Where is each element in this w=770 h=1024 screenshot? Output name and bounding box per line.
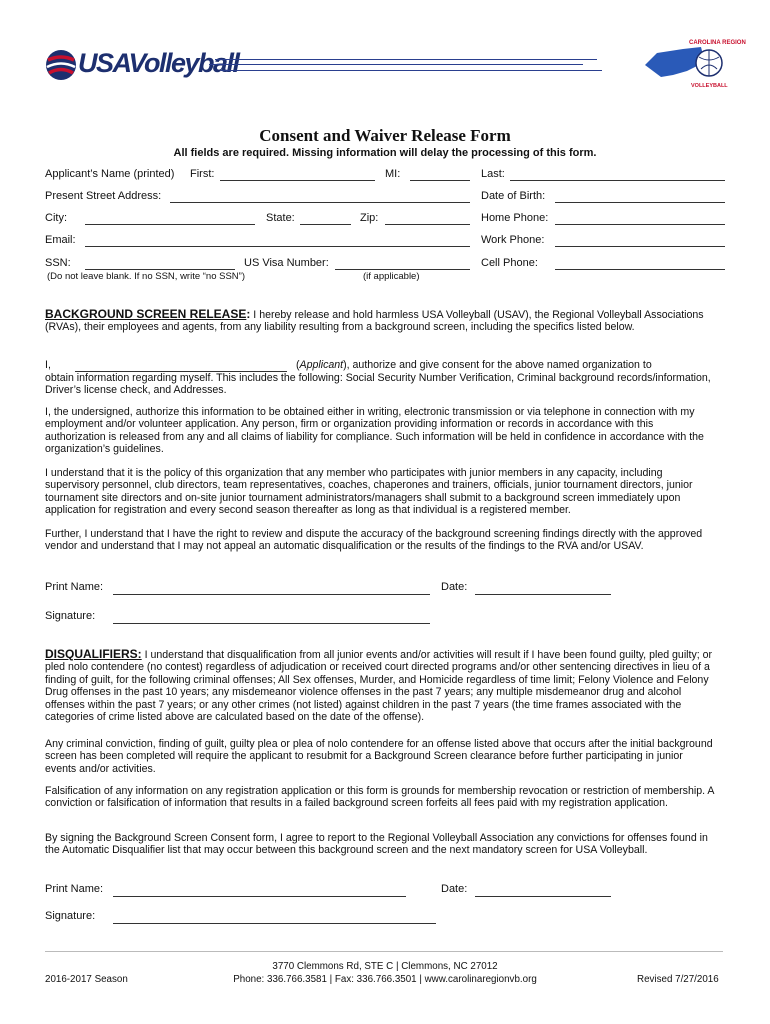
last-name-field[interactable]	[510, 180, 725, 181]
state-field[interactable]	[300, 224, 351, 225]
date-of-birth-field[interactable]	[555, 202, 725, 203]
date-label: Date:	[441, 883, 468, 895]
city-label: City:	[45, 212, 67, 224]
visa-note: (if applicable)	[363, 271, 420, 282]
footer-contact: Phone: 336.766.3581 | Fax: 336.766.3501 | www.carolinaregionvb.org	[233, 974, 537, 985]
further-paragraph: Further, I understand that I have the right to review and dispute the accuracy of the background screening findings directly with the approved vendor and understand that I may not appeal an automatic disqualification or the results of the findings to the RVA and/or USAV.	[45, 528, 703, 553]
print-name-label: Print Name:	[45, 581, 104, 593]
first-name-field[interactable]	[220, 180, 375, 181]
work-phone-field[interactable]	[555, 246, 725, 247]
print-name-label: Print Name:	[45, 883, 104, 895]
header-rule	[209, 64, 583, 65]
zip-label: Zip:	[360, 212, 379, 224]
cell-phone-field[interactable]	[555, 269, 725, 270]
visa-number-field[interactable]	[335, 269, 470, 270]
form-title: Consent and Waiver Release Form	[259, 126, 511, 145]
authorize-paragraph: I, the undersigned, authorize this information to be obtained either in writing, electronic transmission or via telephone in connection with my employment and/or volunteer application. Any person, firm or organization providing information or records in accordance with this authorization is released from any and all claims of liability for compliance. Such information will be held in confidence in accordance with the organization’s guidelines.	[45, 406, 704, 456]
city-field[interactable]	[85, 224, 255, 225]
last-name-label: Last:	[481, 168, 505, 180]
applicant-name-label: Applicant’s Name (printed)	[45, 168, 175, 180]
consent-line: (Applicant), authorize and give consent for the above named organization to	[296, 359, 652, 371]
header-rule	[221, 70, 602, 71]
email-field[interactable]	[85, 246, 470, 247]
date-of-birth-label: Date of Birth:	[481, 190, 546, 202]
signature-field[interactable]	[113, 923, 436, 924]
visa-number-label: US Visa Number:	[244, 257, 329, 269]
date-field[interactable]	[475, 896, 611, 897]
consent-paragraph: obtain information regarding myself. This includes the following: Social Security Number Verification, Criminal background records/information, Driver’s license check, and Addresses.	[45, 372, 711, 397]
cell-phone-label: Cell Phone:	[481, 257, 538, 269]
region-badge-top: CAROLINA REGION	[689, 40, 746, 46]
ssn-label: SSN:	[45, 257, 71, 269]
signature-label: Signature:	[45, 910, 96, 922]
conviction-paragraph: Any criminal conviction, finding of guilt, guilty plea or plea of nolo contendere for an offense listed above that occurs after the initial background screen has been completed will require the applicant to resubmit for a Background Screen clearance before further participating in junior events and/or activities.	[45, 738, 713, 775]
logo-text: USAVolleyball	[78, 48, 239, 78]
disqualifiers-intro: DISQUALIFIERS: I understand that disqualification from all junior events and/or activities will result if I have been found guilty, pled guilty; or pled nolo contendere (no contest) regardless of adjudication or received court directed programs and/or other sentencing directives in lieu of a finding of guilt, for the following criminal offenses; All Sex offenses, Murder, and Homicide regardless of time limit; Felony Violence and Felony Drug offenses in the past 10 years; any misdemeanor violence offenses in the past 7 years; any multiple misdemeanor drug and alcohol offenses within the past 7 years; or any other crimes (not listed) against children in the past 7 years (the time frames associated with the categories of crime listed above are calculated based on the date of the offense).	[45, 647, 713, 724]
home-phone-field[interactable]	[555, 224, 725, 225]
consent-i-label: I,	[45, 359, 51, 371]
ssn-field[interactable]	[85, 269, 235, 270]
mi-field[interactable]	[410, 180, 470, 181]
policy-paragraph: I understand that it is the policy of this organization that any member who participates with junior members in any capacity, including supervisory personnel, club directors, team representatives, coaches, chaperones and trainers, officials, junior tournament directors, junior tournament site directors and on-site junior tournament administrators/managers shall submit to a background screen immediately upon application for registration and every second season thereafter as long as that individual is a registered member.	[45, 467, 693, 517]
email-label: Email:	[45, 234, 76, 246]
street-address-label: Present Street Address:	[45, 190, 162, 202]
carolina-region-logo	[643, 35, 746, 91]
work-phone-label: Work Phone:	[481, 234, 545, 246]
background-release-heading: BACKGROUND SCREEN RELEASE:	[45, 307, 251, 321]
first-name-label: First:	[190, 168, 215, 180]
date-field[interactable]	[475, 594, 611, 595]
date-label: Date:	[441, 581, 468, 593]
footer-address: 3770 Clemmons Rd, STE C | Clemmons, NC 27012	[272, 961, 498, 972]
signature-field[interactable]	[113, 623, 430, 624]
print-name-field[interactable]	[113, 896, 406, 897]
footer-divider	[45, 951, 723, 952]
footer-season: 2016-2017 Season	[45, 974, 128, 985]
background-release-intro: BACKGROUND SCREEN RELEASE: I hereby release and hold harmless USA Volleyball (USAV), the Regional Volleyball Associations (RVAs), their employees and agents, from any liability resulting from a background screen, including the specifics listed below.	[45, 307, 704, 334]
street-address-field[interactable]	[170, 202, 470, 203]
state-label: State:	[266, 212, 295, 224]
disqualifiers-heading: DISQUALIFIERS:	[45, 647, 142, 661]
signing-paragraph: By signing the Background Screen Consent form, I agree to report to the Regional Volleyball Association any convictions for offenses found in the Automatic Disqualifier list that may occur between this background screen and the next mandatory screen for USA Volleyball.	[45, 832, 708, 857]
zip-field[interactable]	[385, 224, 470, 225]
north-carolina-shape	[645, 47, 703, 77]
usa-volleyball-logo	[44, 46, 239, 82]
falsification-paragraph: Falsification of any information on any registration application or this form is grounds for membership revocation or restriction of membership. A conviction or falsification of information that results in a failed background screen forfeits all fees paid with my registration application.	[45, 785, 714, 810]
mi-label: MI:	[385, 168, 401, 180]
home-phone-label: Home Phone:	[481, 212, 549, 224]
form-subtitle: All fields are required. Missing information will delay the processing of this form.	[173, 147, 597, 159]
volleyball-icon	[44, 48, 78, 82]
region-badge-bottom: VOLLEYBALL	[691, 83, 728, 89]
header-rule	[215, 59, 597, 60]
footer-revised: Revised 7/27/2016	[637, 974, 719, 985]
signature-label: Signature:	[45, 610, 96, 622]
ssn-note: (Do not leave blank. If no SSN, write “no SSN”)	[47, 271, 245, 282]
print-name-field[interactable]	[113, 594, 430, 595]
